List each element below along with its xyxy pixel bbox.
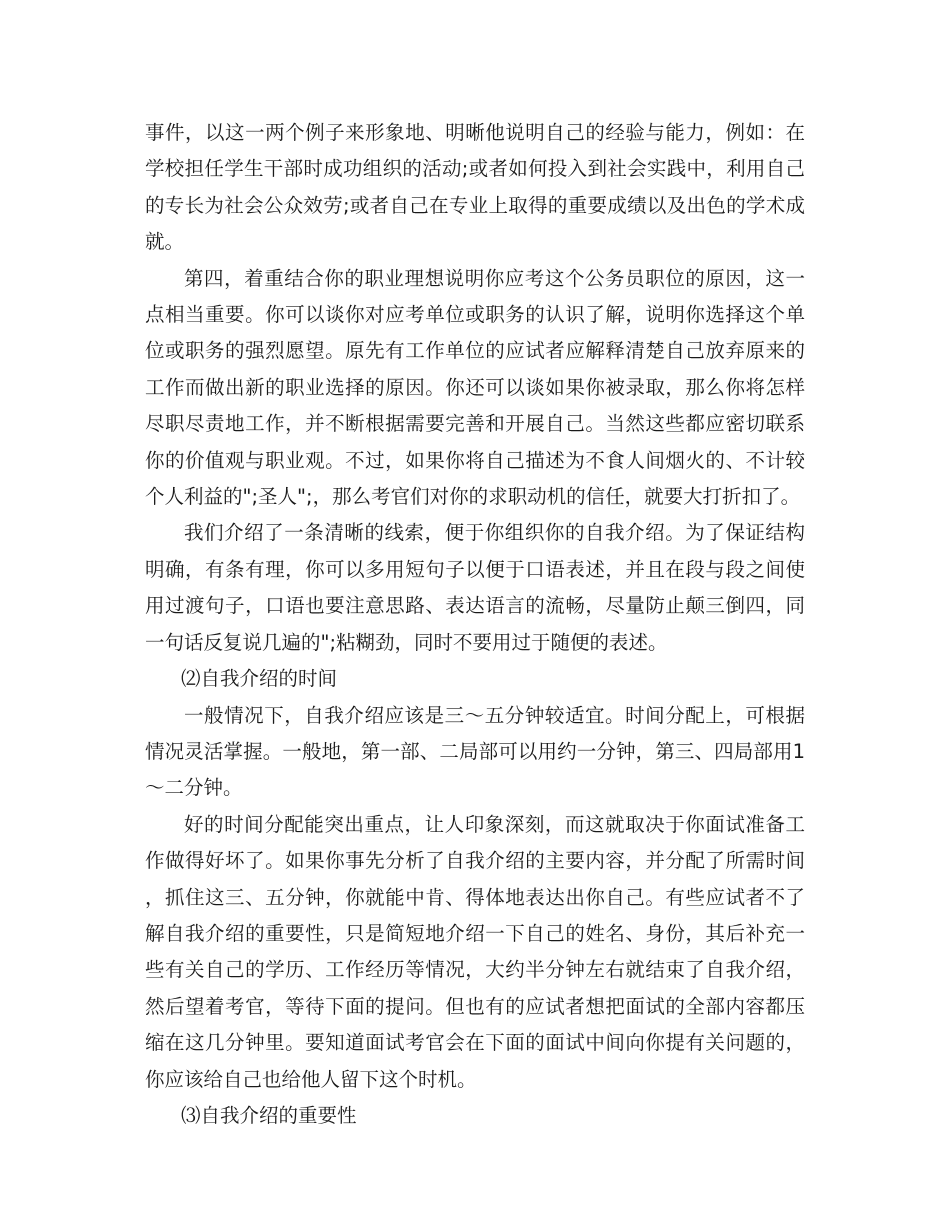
paragraph-intro-continued: 事件，以这一两个例子来形象地、明晰他说明自己的经验与能力，例如：在学校担任学生干部时成功组织的活动;或者如何投入到社会实践中，利用自己的专长为社会公众效劳;或者自己在专业上取得的重要成绩以及出色的学术成就。 <box>145 121 805 254</box>
paragraph-time-allocation: 一般情况下，自我介绍应该是三～五分钟较适宜。时间分配上，可根据情况灵活掌握。一般地，第一部、二局部可以用约一分钟，第三、四局部用1～二分钟。 <box>145 703 805 800</box>
paragraph-fourth-point: 第四，着重结合你的职业理想说明你应考这个公务员职位的原因，这一点相当重要。你可以谈你对应考单位或职务的认识了解，说明你选择这个单位或职务的强烈愿望。原先有工作单位的应试者应解释清楚自己放弃原来的工作而做出新的职业选择的原因。你还可以谈如果你被录取，那么你将怎样尽职尽责地工作，并不断根据需要完善和开展自己。当然这些都应密切联系你的价值观与职业观。不过，如果你将自己描述为不食人间烟火的、不计较个人利益的";圣人";，那么考官们对你的求职动机的信任，就要大打折扣了。 <box>145 266 805 509</box>
section-heading-importance: ⑶自我介绍的重要性 <box>181 1103 357 1127</box>
paragraph-clear-structure: 我们介绍了一条清晰的线索，便于你组织你的自我介绍。为了保证结构明确，有条有理，你可以多用短句子以便于口语表述，并且在段与段之间使用过渡句子，口语也要注意思路、表达语言的流畅，尽量防止颠三倒四，同一句话反复说几遍的";粘糊劲，同时不要用过于随便的表述。 <box>145 521 805 654</box>
section-heading-time: ⑵自我介绍的时间 <box>181 667 338 691</box>
paragraph-time-importance: 好的时间分配能突出重点，让人印象深刻，而这就取决于你面试准备工作做得好坏了。如果你事先分析了自我介绍的主要内容，并分配了所需时间，抓住这三、五分钟，你就能中肯、得体地表达出你自己。有些应试者不了解自我介绍的重要性，只是简短地介绍一下自己的姓名、身份，其后补充一些有关自己的学历、工作经历等情况，大约半分钟左右就结束了自我介绍，然后望着考官，等待下面的提问。但也有的应试者想把面试的全部内容都压缩在这几分钟里。要知道面试考官会在下面的面试中间向你提有关问题的，你应该给自己也给他人留下这个时机。 <box>145 812 805 1091</box>
document-body <box>145 115 805 1134</box>
